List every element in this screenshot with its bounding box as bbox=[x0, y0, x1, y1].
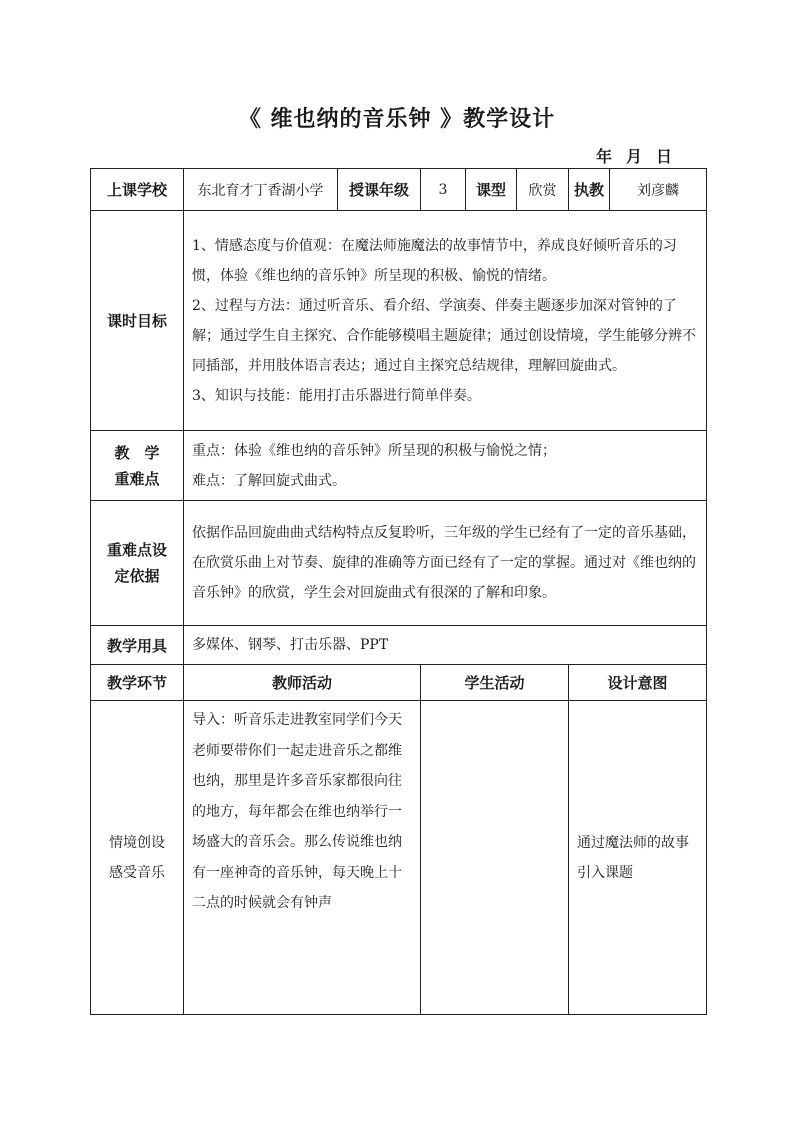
tools-label: 教学用具 bbox=[91, 626, 184, 665]
date-day: 日 bbox=[656, 147, 673, 166]
date-line bbox=[560, 144, 690, 167]
design-intent-cell: 通过魔法师的故事引入课题 bbox=[569, 701, 707, 1015]
type-value: 欣赏 bbox=[517, 169, 569, 211]
design-intent-header: 设计意图 bbox=[569, 665, 707, 701]
page-title: 《 维也纳的音乐钟 》教学设计 bbox=[238, 106, 556, 132]
teacher-activity-header: 教师活动 bbox=[184, 665, 421, 701]
student-activity-cell bbox=[421, 701, 569, 1015]
difficulty-text: 难点：了解回旋式曲式。 bbox=[192, 472, 346, 489]
tools-value: 多媒体、钢琴、打击乐器、PPT bbox=[184, 626, 707, 665]
basis-row bbox=[91, 501, 707, 626]
basis-content: 依据作品回旋曲曲式结构特点反复聆听，三年级的学生已经有了一定的音乐基础，在欣赏乐曲上对节奏、旋律的准确等方面已经有了一定的掌握。通过对《维也纳的音乐钟》的欣赏，学生会对回旋曲式有很深的了解和印象。 bbox=[184, 501, 707, 626]
key-points-label-line1: 教 学 bbox=[114, 443, 160, 462]
school-label: 上课学校 bbox=[91, 169, 184, 211]
school-value: 东北育才丁香湖小学 bbox=[184, 169, 338, 211]
objective-item: 1、情感态度与价值观：在魔法师施魔法的故事情节中，养成良好倾听音乐的习惯，体验《维也纳的音乐钟》所呈现的积极、愉悦的情绪。 bbox=[192, 237, 677, 284]
teacher-label: 执教 bbox=[569, 169, 610, 211]
process-row bbox=[91, 701, 707, 1015]
stage-line2: 感受音乐 bbox=[109, 864, 165, 881]
date-month: 月 bbox=[626, 147, 643, 166]
date-year: 年 bbox=[596, 147, 613, 166]
objectives-label: 课时目标 bbox=[91, 211, 184, 431]
teacher-value: 刘彦麟 bbox=[610, 169, 707, 211]
objective-item: 2、过程与方法：通过听音乐、看介绍、学演奏、伴奏主题逐步加深对管钟的了解；通过学生自主探究、合作能够模唱主题旋律；通过创设情境，学生能够分辨不同插部，并用肢体语言表达；通过自主探究总结规律，理解回旋曲式。 bbox=[192, 297, 696, 374]
stage-line1: 情境创设 bbox=[109, 834, 165, 851]
objectives-row bbox=[91, 211, 707, 431]
key-points-label-line2: 重难点 bbox=[114, 469, 160, 488]
stage-cell bbox=[91, 701, 184, 1015]
process-header-row bbox=[91, 665, 707, 701]
objectives-content bbox=[184, 211, 707, 431]
basis-label-line1: 重难点设 bbox=[106, 541, 167, 559]
student-activity-header: 学生活动 bbox=[421, 665, 569, 701]
lesson-plan-table bbox=[90, 168, 707, 1015]
info-row bbox=[91, 169, 707, 211]
key-points-content bbox=[184, 431, 707, 501]
objective-item: 3、知识与技能：能用打击乐器进行简单伴奏。 bbox=[192, 387, 481, 404]
grade-value: 3 bbox=[421, 169, 466, 211]
stage-header: 教学环节 bbox=[91, 665, 184, 701]
grade-label: 授课年级 bbox=[338, 169, 421, 211]
focus-text: 重点：体验《维也纳的音乐钟》所呈现的积极与愉悦之情； bbox=[192, 442, 556, 459]
basis-label bbox=[91, 501, 184, 626]
key-points-label bbox=[91, 431, 184, 501]
basis-label-line2: 定依据 bbox=[114, 567, 160, 585]
tools-row bbox=[91, 626, 707, 665]
key-points-row bbox=[91, 431, 707, 501]
type-label: 课型 bbox=[466, 169, 517, 211]
teacher-activity-cell: 导入：听音乐走进教室同学们今天老师要带你们一起走进音乐之都维也纳，那里是许多音乐家都很向往的地方，每年都会在维也纳举行一场盛大的音乐会。那么传说维也纳有一座神奇的音乐钟，每天晚上十二点的时候就会有钟声 bbox=[184, 701, 421, 1015]
